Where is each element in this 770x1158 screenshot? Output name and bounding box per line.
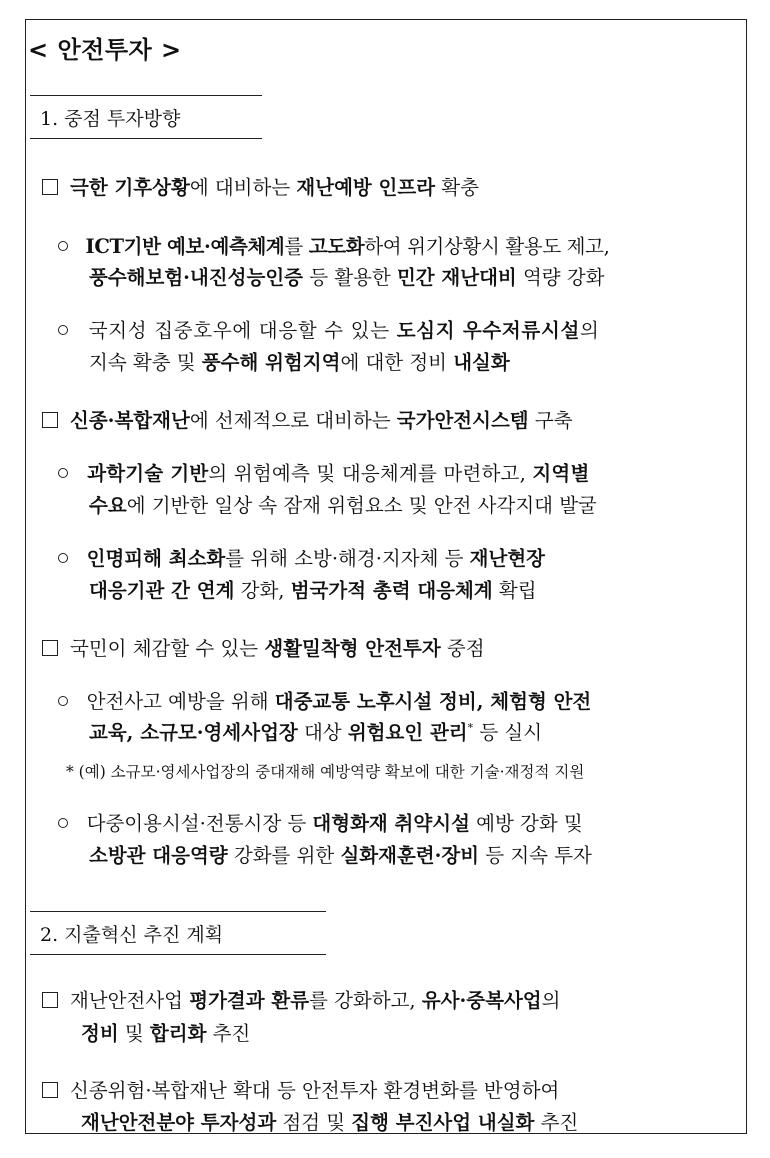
policy-item-2: 신종·복합재난에 선제적으로 대비하는 국가안전시스템 구축 xyxy=(42,405,573,433)
bullet-2-1-line-2: 수요에 기반한 일상 속 잠재 위험요소 및 안전 사각지대 발굴 xyxy=(89,494,597,517)
bullet-circle-icon xyxy=(58,553,68,563)
bullet-circle-icon xyxy=(58,325,68,335)
bullet-circle-icon xyxy=(58,241,68,251)
checkbox-square-icon xyxy=(42,640,58,656)
bullet-3-1-line-2: 교육, 소규모·영세사업장 대상 위험요인 관리* 등 실시 xyxy=(89,721,543,744)
bullet-3-2-line-1: 다중이용시설·전통시장 등 대형화재 취약시설 예방 강화 및 xyxy=(58,808,583,836)
plan-item-2-line-1: 신종위험·복합재난 확대 등 안전투자 환경변화를 반영하여 xyxy=(42,1075,559,1103)
bullet-2-2-line-2: 대응기관 간 연계 강화, 범국가적 총력 대응체계 확립 xyxy=(89,579,537,602)
policy-item-1: 극한 기후상황에 대비하는 재난예방 인프라 확충 xyxy=(42,172,479,200)
section-heading-2 xyxy=(30,920,326,955)
section-heading-2-text: 2. 지출혁신 추진 계획 xyxy=(40,924,224,946)
bullet-circle-icon xyxy=(58,818,68,828)
page-title: < 안전투자 > xyxy=(28,36,182,64)
section-heading-1 xyxy=(30,104,262,139)
plan-item-1-line-1: 재난안전사업 평가결과 환류를 강화하고, 유사·중복사업의 xyxy=(42,985,560,1013)
section-heading-1-text: 1. 중점 투자방향 xyxy=(40,108,181,130)
bullet-circle-icon xyxy=(58,468,68,478)
checkbox-square-icon xyxy=(42,1082,58,1098)
policy-item-3: 국민이 체감할 수 있는 생활밀착형 안전투자 중점 xyxy=(42,633,485,661)
bullet-2-2-line-1: 인명피해 최소화를 위해 소방·해경·지자체 등 재난현장 xyxy=(58,543,545,571)
footnote: * (예) 소규모·영세사업장의 중대재해 예방역량 확보에 대한 기술·재정적 지원 xyxy=(66,763,585,781)
bullet-3-1-line-1: 안전사고 예방을 위해 대중교통 노후시설 정비, 체험형 안전 xyxy=(58,686,591,714)
bullet-circle-icon xyxy=(58,696,68,706)
plan-item-1-line-2: 정비 및 합리화 추진 xyxy=(81,1022,251,1045)
bullet-1-1-line-2: 풍수해보험·내진성능인증 등 활용한 민간 재난대비 역량 강화 xyxy=(89,266,605,289)
bullet-2-1-line-1: 과학기술 기반의 위험예측 및 대응체계를 마련하고, 지역별 xyxy=(58,458,590,486)
checkbox-square-icon xyxy=(42,992,58,1008)
checkbox-square-icon xyxy=(42,179,58,195)
bullet-1-2-line-2: 지속 확충 및 풍수해 위험지역에 대한 정비 내실화 xyxy=(89,351,510,374)
bullet-3-2-line-2: 소방관 대응역량 강화를 위한 실화재훈련·장비 등 지속 투자 xyxy=(89,844,592,867)
checkbox-square-icon xyxy=(42,412,58,428)
plan-item-2-line-2: 재난안전분야 투자성과 점검 및 집행 부진사업 내실화 추진 xyxy=(81,1111,579,1134)
bullet-1-1-line-1: ICT기반 예보·예측체계를 고도화하여 위기상황시 활용도 제고, xyxy=(58,231,610,259)
bullet-1-2-line-1: 국지성 집중호우에 대응할 수 있는 도심지 우수저류시설의 xyxy=(58,315,600,343)
